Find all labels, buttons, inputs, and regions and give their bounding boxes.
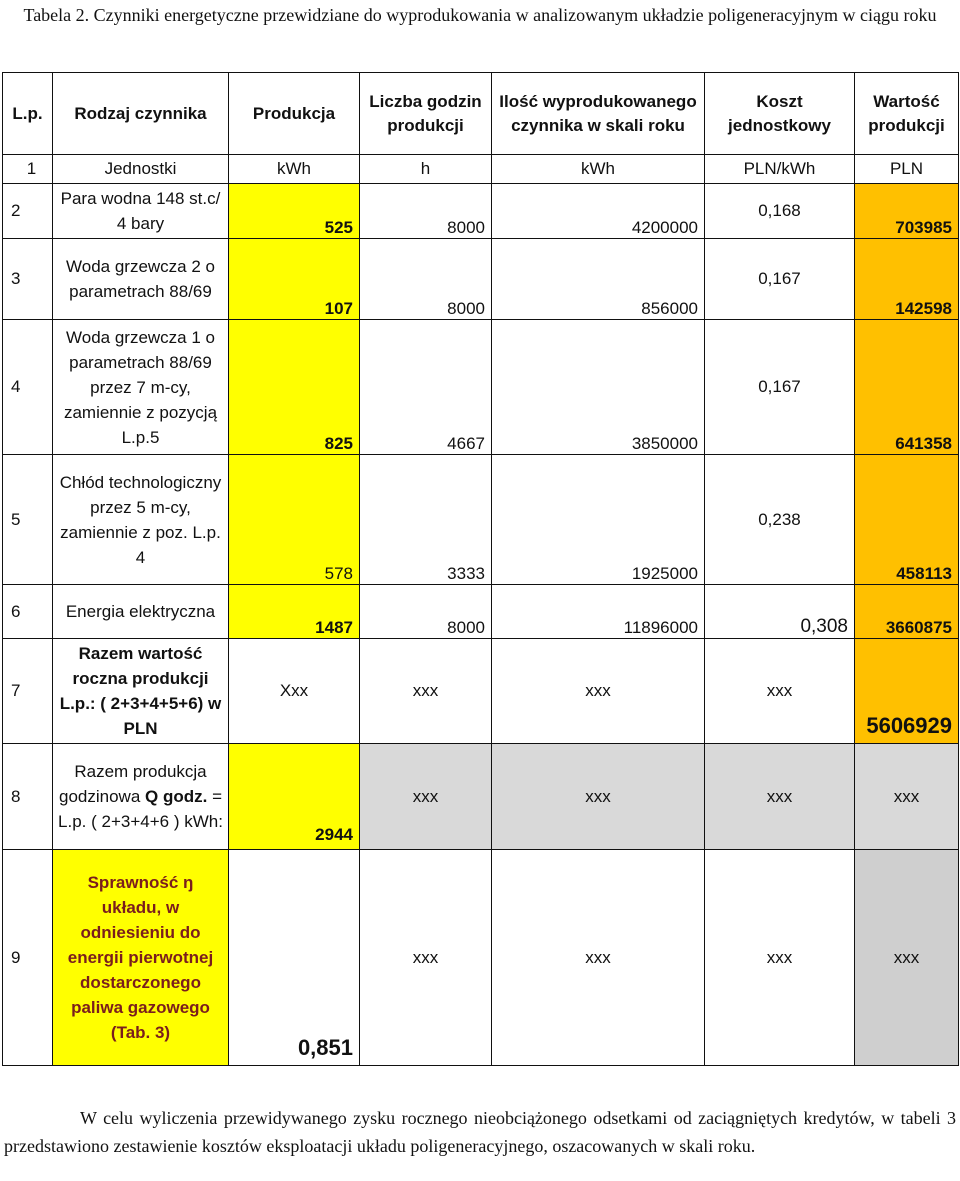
row-cell: xxx	[705, 744, 855, 850]
body-paragraph: W celu wyliczenia przewidywanego zysku rocznego nieobciążonego odsetkami od zaciągniętych kredytów, w tabeli 3 przedstawiono zestawienie kosztów eksploatacji układu poligeneracyjnego, oszacowanych w skali roku.	[4, 1108, 956, 1156]
row-koszt: 0,167	[705, 239, 855, 320]
row-name: Sprawność ŋ układu, w odniesieniu do energii pierwotnej dostarczonego paliwa gazowego (Tab. 3)	[53, 850, 229, 1066]
total-value-row	[3, 639, 959, 744]
row-cell: xxx	[492, 850, 705, 1066]
energy-factors-table	[2, 72, 959, 1066]
row-cell: xxx	[492, 639, 705, 744]
header-ilosc: Ilość wyprodukowanego czynnika w skali roku	[492, 73, 705, 155]
row-name: Para wodna 148 st.c/ 4 bary	[53, 184, 229, 239]
row-produkcja: 578	[229, 455, 360, 585]
row-cell: xxx	[705, 639, 855, 744]
row-ilosc: 856000	[492, 239, 705, 320]
row-ilosc: 1925000	[492, 455, 705, 585]
row-godziny: 8000	[360, 239, 492, 320]
row-godziny: 3333	[360, 455, 492, 585]
row-lp: 9	[3, 850, 53, 1066]
row-cell: xxx	[705, 850, 855, 1066]
units-ilosc: kWh	[492, 155, 705, 184]
row-lp: 8	[3, 744, 53, 850]
row-name: Woda grzewcza 2 o parametrach 88/69	[53, 239, 229, 320]
row-ilosc: 3850000	[492, 320, 705, 455]
row-wartosc: 5606929	[855, 639, 959, 744]
header-wartosc: Wartość produkcji	[855, 73, 959, 155]
table-row	[3, 585, 959, 639]
row-wartosc: 458113	[855, 455, 959, 585]
row-name-part: = L.p. ( 2+3+4+6 ) kWh:	[58, 787, 223, 831]
table-caption: Tabela 2. Czynniki energetyczne przewidziane do wyprodukowania w analizowanym układzie poligeneracyjnym w ciągu roku	[23, 5, 937, 25]
row-wartosc: 3660875	[855, 585, 959, 639]
row-koszt: 0,168	[705, 184, 855, 239]
units-row	[3, 155, 959, 184]
header-produkcja: Produkcja	[229, 73, 360, 155]
row-wartosc: 641358	[855, 320, 959, 455]
row-godziny: 4667	[360, 320, 492, 455]
row-name-part: Razem produkcja godzinowa	[59, 762, 207, 806]
row-ilosc: 11896000	[492, 585, 705, 639]
row-wartosc: 142598	[855, 239, 959, 320]
row-cell: xxx	[360, 744, 492, 850]
units-lp: 1	[3, 155, 53, 184]
row-lp: 4	[3, 320, 53, 455]
row-produkcja: 525	[229, 184, 360, 239]
row-lp: 7	[3, 639, 53, 744]
header-rodzaj: Rodzaj czynnika	[53, 73, 229, 155]
efficiency-row	[3, 850, 959, 1066]
row-cell: xxx	[492, 744, 705, 850]
row-name-bold: Q godz.	[145, 787, 208, 806]
table-row	[3, 184, 959, 239]
units-rodzaj: Jednostki	[53, 155, 229, 184]
row-cell: xxx	[855, 744, 959, 850]
table-row	[3, 239, 959, 320]
units-produkcja: kWh	[229, 155, 360, 184]
table-row	[3, 455, 959, 585]
row-godziny: 8000	[360, 585, 492, 639]
units-liczba: h	[360, 155, 492, 184]
header-lp: L.p.	[3, 73, 53, 155]
row-wartosc: 703985	[855, 184, 959, 239]
row-produkcja: 1487	[229, 585, 360, 639]
row-lp: 2	[3, 184, 53, 239]
row-produkcja: 0,851	[229, 850, 360, 1066]
row-produkcja: 825	[229, 320, 360, 455]
row-name: Energia elektryczna	[53, 585, 229, 639]
row-ilosc: 4200000	[492, 184, 705, 239]
row-name	[53, 744, 229, 850]
row-lp: 6	[3, 585, 53, 639]
row-name: Chłód technologiczny przez 5 m-cy, zamiennie z poz. L.p. 4	[53, 455, 229, 585]
row-name: Razem wartość roczna produkcji L.p.: ( 2+3+4+5+6) w PLN	[53, 639, 229, 744]
header-liczba-godzin: Liczba godzin produkcji	[360, 73, 492, 155]
row-koszt: 0,167	[705, 320, 855, 455]
row-cell: xxx	[360, 850, 492, 1066]
row-lp: 5	[3, 455, 53, 585]
header-koszt: Koszt jednostkowy	[705, 73, 855, 155]
row-produkcja: 2944	[229, 744, 360, 850]
row-cell: xxx	[855, 850, 959, 1066]
row-godziny: 8000	[360, 184, 492, 239]
row-cell: xxx	[360, 639, 492, 744]
units-wartosc: PLN	[855, 155, 959, 184]
units-koszt: PLN/kWh	[705, 155, 855, 184]
table-row	[3, 320, 959, 455]
row-koszt: 0,308	[705, 585, 855, 639]
row-cell: Xxx	[229, 639, 360, 744]
row-name: Woda grzewcza 1 o parametrach 88/69 przez 7 m-cy, zamiennie z pozycją L.p.5	[53, 320, 229, 455]
row-lp: 3	[3, 239, 53, 320]
row-produkcja: 107	[229, 239, 360, 320]
hourly-production-row	[3, 744, 959, 850]
row-koszt: 0,238	[705, 455, 855, 585]
